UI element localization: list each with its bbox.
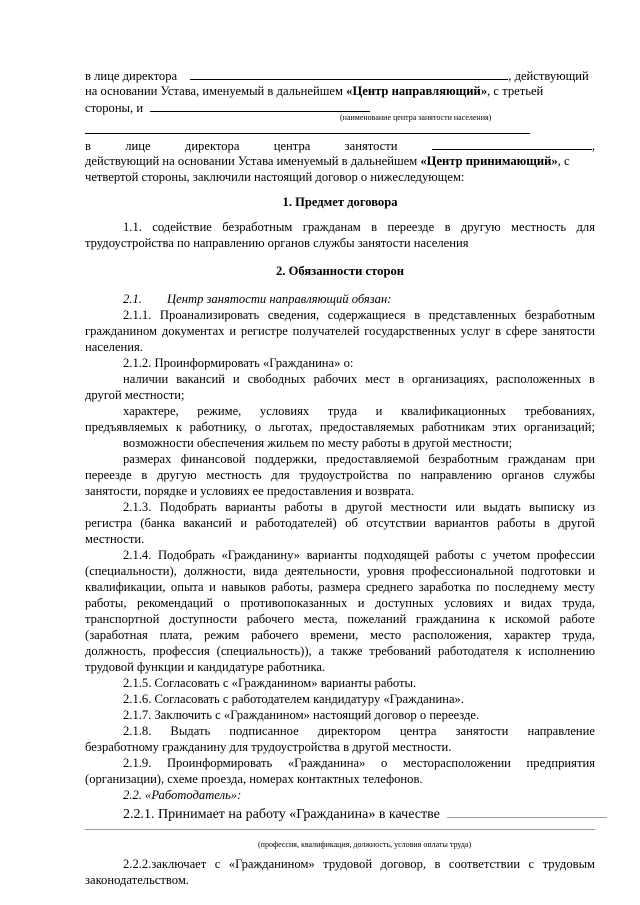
party-name-receiving-center: «Центр принимающий»	[420, 154, 558, 168]
intro-line-1	[85, 67, 595, 85]
body-line: другой местности;	[85, 388, 185, 402]
director-name-blank[interactable]	[190, 67, 508, 80]
body-line: регистра (банка вакансий и работодателей) об отсутствии вариантов работы в другой	[85, 516, 595, 530]
center-name-blank[interactable]	[150, 99, 370, 112]
body-line: переезде в другую местность для трудоустройства по направлению органов службы	[85, 468, 595, 482]
intro-line-6	[85, 153, 595, 170]
intro-word: занятости	[344, 139, 398, 153]
body-line: 2.1.2. Проинформировать «Гражданина» о:	[123, 356, 354, 370]
subsection-title: Центр занятости направляющий обязан:	[167, 292, 392, 306]
position-blank[interactable]	[447, 805, 607, 818]
subsection-2-1-title	[123, 291, 633, 308]
body-line: работы, рекомендаций о противопоказанных и доступных условиях и видах труда,	[85, 596, 595, 610]
body-line: транспортной доступности рабочего места, пожеланий гражданина к искомой работе	[85, 612, 595, 626]
body-line: квалификации, опыта и навыков работы, размера среднего заработка по последнему месту	[85, 580, 595, 594]
body-line: 2.1.1. Проанализировать сведения, содержащиеся в представленных безработным	[123, 308, 595, 322]
body-line: 2.1.5. Согласовать с «Гражданином» варианты работы.	[123, 676, 417, 690]
body-line: наличии вакансий и свободных рабочих мест в организациях, расположенных в	[123, 372, 595, 386]
intro-text: , действующий	[508, 69, 589, 83]
section-1-text-line: 1.1. содействие безработным гражданам в переезде в другую местность для	[123, 220, 595, 234]
intro-word: лице	[125, 139, 151, 153]
body-line: 2.1.9. Проинформировать «Гражданина» о месторасположении предприятия	[123, 756, 595, 770]
body-line: населения.	[85, 340, 143, 354]
intro-text: ,	[591, 139, 595, 153]
body-line: должность, профессия (специальность)), а также требований работодателя к исполнению	[85, 644, 595, 658]
body-line: характере, режиме, условиях труда и квалификационных требованиях,	[123, 404, 595, 418]
clause-2-2-2-line: законодательством.	[85, 873, 189, 887]
section-1-text-line: трудоустройства по направлению органов службы занятости населения	[85, 236, 469, 250]
intro-text: в лице директора	[85, 69, 178, 83]
intro-line-2	[85, 83, 595, 100]
caption-center-name: (наименование центра занятости населения)	[340, 113, 492, 122]
body-line: безработному гражданину для трудоустройства в другой местности.	[85, 740, 452, 754]
section-2-heading: 2. Обязанности сторон	[276, 264, 404, 278]
body-line: (заработная плата, режим рабочего времени, место расположения, характер труда,	[85, 628, 595, 642]
intro-text: на основании Устава, именуемый в дальнейшем	[85, 84, 347, 98]
body-line: занятости, порядке и условиях ее предоставления и возврата.	[85, 484, 415, 498]
intro-word: в	[85, 139, 91, 153]
section-1-heading: 1. Предмет договора	[282, 195, 398, 209]
body-line: 2.1.8. Выдать подписанное директором центра занятости направление	[123, 724, 595, 738]
clause-2-2-2-line: 2.2.2.заключает с «Гражданином» трудовой договор, в соответствии с трудовым	[123, 857, 595, 871]
body-line: (организации), схеме проезда, номерах контактных телефонов.	[85, 772, 423, 786]
intro-line-5	[85, 137, 595, 155]
body-line: гражданином документах и регистре получателей государственных услуг в сфере занятости	[85, 324, 595, 338]
intro-line-7: четвертой стороны, заключили настоящий договор о нижеследующем:	[85, 170, 465, 184]
clause-2-2-1	[123, 805, 633, 824]
body-line: 2.1.6. Согласовать с работодателем кандидатуру «Гражданина».	[123, 692, 465, 706]
subsection-number: 2.1.	[123, 292, 142, 306]
blank-line-gray[interactable]	[85, 829, 595, 830]
intro-text: действующий на основании Устава именуемый в дальнейшем	[85, 154, 421, 168]
intro-text: стороны, и	[85, 101, 144, 115]
body-line: размерах финансовой поддержки, предоставляемой безработным гражданам при	[123, 452, 595, 466]
body-line: (специальности), должности, вида деятельности, уровня профессиональной подготовки и	[85, 564, 595, 578]
caption-position: (профессия, квалификация, должность, условия оплаты труда)	[258, 840, 472, 849]
body-line: местности.	[85, 532, 145, 546]
intro-word: центра	[273, 139, 311, 153]
body-line: 2.1.7. Заключить с «Гражданином» настоящий договор о переезде.	[123, 708, 480, 722]
intro-word: директора	[184, 139, 240, 153]
intro-text: , с	[557, 154, 570, 168]
blank-line-full[interactable]	[85, 133, 530, 134]
intro-text: , с третьей	[487, 84, 544, 98]
body-line: возможности обеспечения жильем по месту работы в другой местности;	[123, 436, 513, 450]
body-line: 2.1.4. Подобрать «Гражданину» варианты подходящей работы с учетом профессии	[123, 548, 595, 562]
party-name-sending-center: «Центр направляющий»	[346, 84, 488, 98]
body-line: предъявляемых к работнику, о льготах, предоставляемых работникам этих организаций;	[85, 420, 595, 434]
body-line: трудовой функции и кандидатуре работника.	[85, 660, 326, 674]
receiving-director-blank[interactable]	[432, 137, 592, 150]
subsection-2-2-title: 2.2. «Работодатель»:	[123, 788, 242, 802]
body-line: 2.1.3. Подобрать варианты работы в другой местности или выдать выписку из	[123, 500, 595, 514]
clause-text: 2.2.1. Принимает на работу «Гражданина» в качестве	[123, 807, 440, 822]
